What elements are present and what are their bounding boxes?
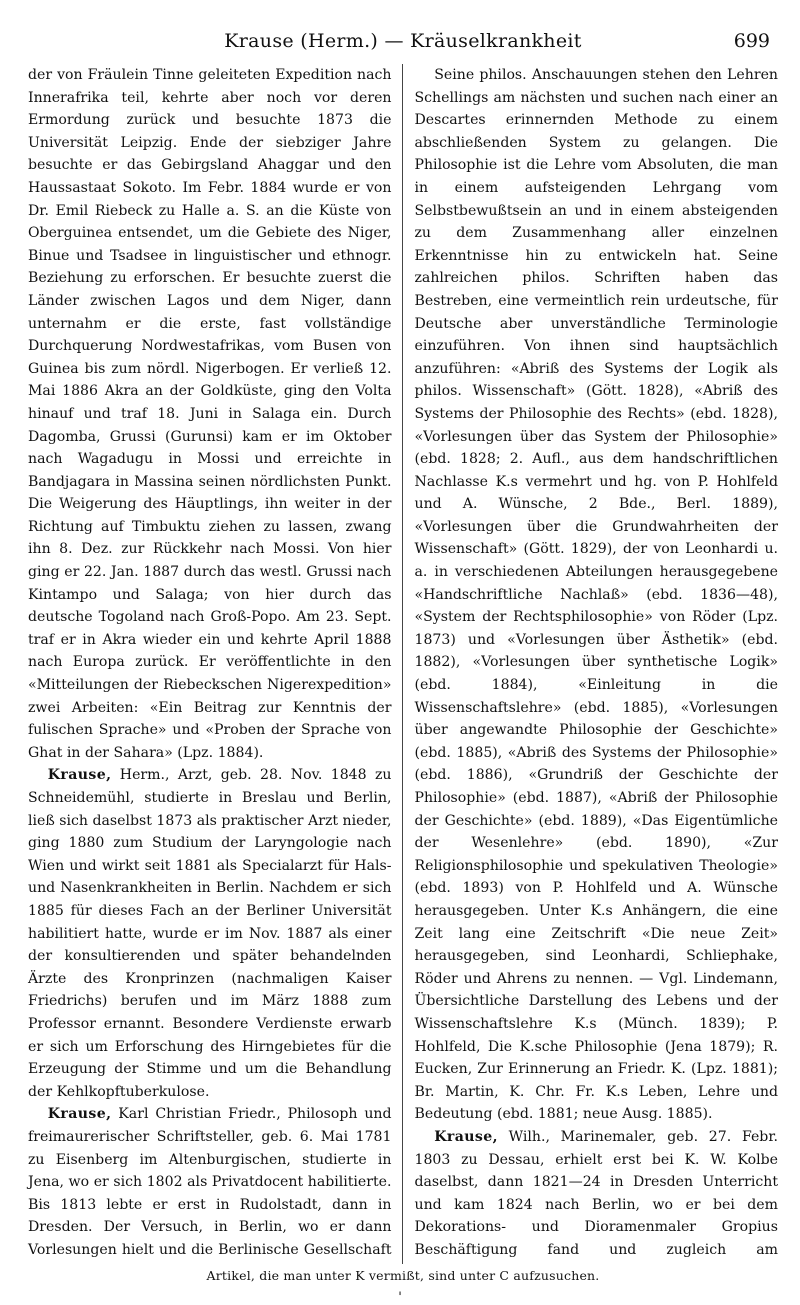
- entry-krause-karl: [28, 1103, 392, 1264]
- entry-lemma: Krause,: [47, 767, 112, 784]
- signature-mark: ': [398, 1290, 402, 1305]
- text-columns: [24, 64, 782, 1264]
- left-column: [24, 64, 403, 1264]
- entry-text: Wilh., Marinemaler, geb. 27. Febr. 1803 zu Dessau, erhielt erst bei K. W. Kolbe daselbst, dann 1821—24 in Dresden Unterricht und kam 1824 nach Berlin, wo er bei dem Dekorations- und Dioramenmaler Gropius Beschäftigung fand und zugleich am: [414, 1128, 778, 1258]
- right-column: [403, 64, 783, 1264]
- entry-continuation-left: der von Fräulein Tinne geleiteten Expedition nach Innerafrika teil, kehrte aber noch vor deren Ermordung zurück und besuchte 1873 die Universität Leipzig. Ende der siebziger Jahre besuchte er das Gebirgsland Ahaggar und den Haussastaat Sokoto. Im Febr. 1884 wurde er von Dr. Emil Riebeck zu Halle a. S. an die Küste von Oberguinea entsendet, um die Gebiete des Niger, Binue und Tsadsee in linguistischer und ethnogr. Beziehung zu erforschen. Er besuchte zuerst die Länder zwischen Lagos und dem Niger, dann unternahm er die erste, fast vollständige Durchquerung Nordwestafrikas, vom Busen von Guinea bis zum nördl. Nigerbogen. Er verließ 12. Mai 1886 Akra an der Goldküste, ging den Volta hinauf und traf 18. Juni in Salaga ein. Durch Dagomba, Grussi (Gurunsi) kam er im Oktober nach Wagadugu in Mossi und erreichte in Bandjagara in Massina seinen nördlichsten Punkt. Die Weigerung des Häuptlings, ihn weiter in der Richtung auf Timbuktu ziehen zu lassen, zwang ihn 8. Dez. zur Rückkehr nach Mossi. Von hier ging er 22. Jan. 1887 durch das westl. Grussi nach Kintampo und Salaga; von hier durch das deutsche Togoland nach Groß-Popo. Am 23. Sept. traf er in Akra wieder ein und kehrte April 1888 nach Europa zurück. Er veröffentlichte in den «Mitteilungen der Riebeckschen Nigerexpedition» zwei Arbeiten: «Ein Beitrag zur Kenntnis der fulischen Sprache» und «Proben der Sprache von Ghat in der Sahara» (Lpz. 1884).: [28, 67, 392, 761]
- entry-lemma: Krause,: [47, 1106, 112, 1123]
- entry-krause-hermann: [28, 764, 392, 1103]
- page-header: [24, 30, 782, 58]
- running-head: Krause (Herm.) — Kräuselkrankheit: [224, 30, 582, 52]
- entry-continuation-right: Seine philos. Anschauungen stehen den Lehren Schellings am nächsten und suchen nach einer an Descartes erinnernden Methode zu einem abschließenden System zu gelangen. Die Philosophie ist die Lehre vom Absoluten, die man in einem aufsteigenden Lehrgang vom Selbstbewußtsein an und in einem absteigenden zu dem Zusammenhang aller einzelnen Erkenntnisse hin zu entwickeln hat. Seine zahlreichen philos. Schriften haben das Bestreben, eine vermeintlich rein urdeutsche, für Deutsche aber unverständliche Terminologie einzuführen. Von ihnen sind hauptsächlich anzuführen: «Abriß des Systems der Logik als philos. Wissenschaft» (Gött. 1828), «Abriß des Systems der Philosophie des Rechts» (ebd. 1828), «Vorlesungen über das System der Philosophie» (ebd. 1828; 2. Aufl., aus dem handschriftlichen Nachlasse K.s vermehrt und hg. von P. Hohlfeld und A. Wünsche, 2 Bde., Berl. 1889), «Vorlesungen über die Grundwahrheiten der Wissenschaft» (Gött. 1829), der von Leonhardi u. a. in verschiedenen Abteilungen herausgegebene «Handschriftliche Nachlaß» (ebd. 1836—48), «System der Rechtsphilosophie» von Röder (Lpz. 1873) und «Vorlesungen über Ästhetik» (ebd. 1882), «Vorlesungen über synthetische Logik» (ebd. 1884), «Einleitung in die Wissenschaftslehre» (ebd. 1885), «Vorlesungen über angewandte Philosophie der Geschichte» (ebd. 1885), «Abriß des Systems der Philosophie» (ebd. 1886), «Grundriß der Geschichte der Philosophie» (ebd. 1887), «Abriß der Philosophie der Geschichte» (ebd. 1889), «Das Eigentümliche der Wesenlehre» (ebd. 1890), «Zur Religionsphilosophie und spekulativen Theologie» (ebd. 1893) von P. Hohlfeld und A. Wünsche herausgegeben. Unter K.s Anhängern, die eine Zeit lang eine Zeitschrift «Die neue Zeit» herausgegeben, sind Leonhardi, Schliephake, Röder und Ahrens zu nennen. — Vgl. Lindemann, Übersichtliche Darstellung des Lebens und der Wissenschaftslehre K.s (Münch. 1839); P. Hohlfeld, Die K.sche Philosophie (Jena 1879); R. Eucken, Zur Erinnerung an Friedr. K. (Lpz. 1881); Br. Martin, K. Chr. Fr. K.s Leben, Lehre und Bedeutung (ebd. 1881; neue Ausg. 1885).: [414, 67, 778, 1123]
- entry-text: Karl Christian Friedr., Philosoph und freimaurerischer Schriftsteller, geb. 6. Mai 1781 zu Eisenberg im Altenburgischen, studierte in Jena, wo er sich 1802 als Privatdocent habilitierte. Bis 1813 lebte er erst in Rudolstadt, dann in Dresden. Der Versuch, in Berlin, wo er dann Vorlesungen hielt und die Berlinische Gesellschaft: [28, 1106, 392, 1258]
- entry-text: Herm., Arzt, geb. 28. Nov. 1848 zu Schneidemühl, studierte in Breslau und Berlin, ließ sich daselbst 1873 als praktischer Arzt nieder, ging 1880 zum Studium der Laryngologie nach Wien und wirkt seit 1881 als Specialarzt für Hals- und Nasenkrankheiten in Berlin. Nachdem er sich 1885 für dieses Fach an der Berliner Universität habilitiert hatte, wurde er im Nov. 1887 als einer der konsultierenden und später behandelnden Ärzte des Kronprinzen (nachmaligen Kaiser Friedrichs) berufen und im März 1888 zum Professor ernannt. Besondere Verdienste erwarb er sich um Erforschung des Hirngebietes für die Erzeugung der Stimme und um die Behandlung der Kehlkopftuberkulose.: [28, 767, 392, 1100]
- page-number: 699: [733, 30, 770, 52]
- entry-lemma: Krause,: [434, 1128, 498, 1145]
- footer-note: Artikel, die man unter K vermißt, sind unter C aufzusuchen.: [206, 1268, 600, 1283]
- entry-krause-wilhelm: [415, 1126, 779, 1264]
